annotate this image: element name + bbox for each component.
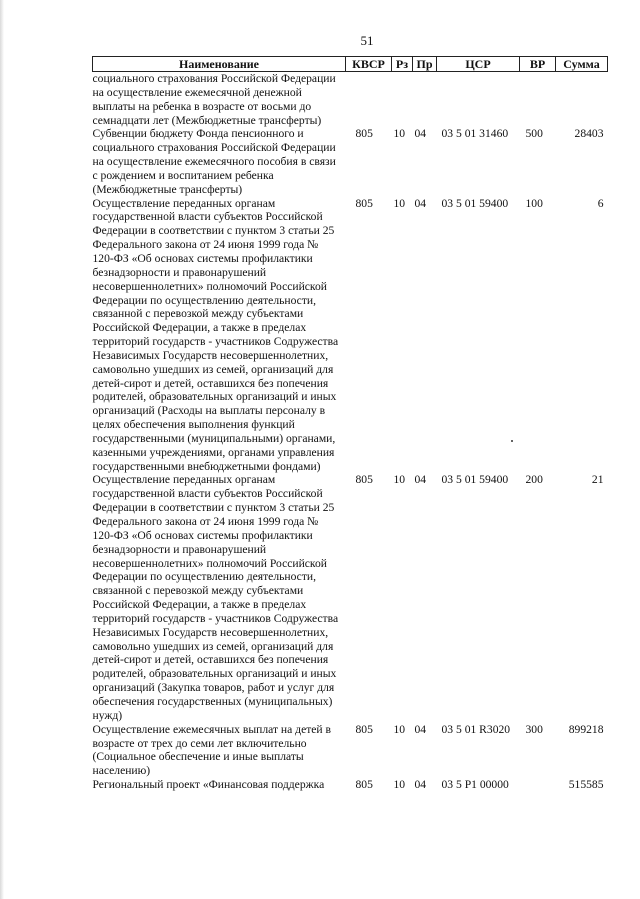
row-kvsr: 805 [355,127,373,141]
table-row [93,127,608,196]
row-csr: 03 5 01 59400 [441,196,509,210]
row-csr: 03 5 01 31460 [441,127,509,141]
row-rz: 10 [393,127,406,141]
row-sum: 899218 [568,722,604,736]
row-pr: 04 [414,778,427,792]
row-kvsr [346,72,392,128]
budget-table [92,56,608,792]
row-rz: 10 [393,722,406,736]
table-row [93,723,608,778]
row-name: Региональный проект «Финансовая поддержка [92,778,325,792]
scan-speck [511,440,513,442]
page-number: 51 [360,33,374,48]
row-csr: 03 5 P1 00000 [441,778,509,792]
row-vr: 500 [525,127,543,141]
row-pr [413,72,437,128]
row-pr: 04 [414,722,427,736]
row-sum [556,72,608,128]
row-vr: 100 [525,196,543,210]
row-pr: 04 [414,127,427,141]
row-kvsr: 805 [355,473,373,487]
header-sum: Сумма [556,57,608,72]
row-vr [520,72,556,128]
header-pr: Пр [413,57,437,72]
row-kvsr: 805 [355,722,373,736]
row-name: Осуществление переданных органам государственной власти субъектов Российской Федерации в соответствии с пунктом 3 статьи 25 Федерального закона от 24 июня 1999 года № 120-ФЗ «Об основах системы профилактики безнадзорности и правонарушений несовершеннолетних» полномочий Российской Федерации по осуществлению деятельности, связанной с перевозкой между субъектами Российской Федерации, а также в пределах территорий государств - участников Содружества Независимых Государств несовершеннолетних, самовольно ушедших из семей, организаций для детей-сирот и детей, оставшихся без попечения родителей, образовательных организаций и иных организаций (Закупка товаров, работ и услуг для обеспечения государственных (муниципальных) нужд) [92,473,339,722]
row-rz [392,72,413,128]
row-rz: 10 [393,778,406,792]
row-sum: 6 [597,196,604,210]
header-csr: ЦСР [437,57,520,72]
scan-edge [0,0,4,899]
row-pr: 04 [414,473,427,487]
table-row [93,778,608,792]
row-csr: 03 5 01 R3020 [441,722,511,736]
header-name: Наименование [93,57,346,72]
row-rz: 10 [393,196,406,210]
budget-table-container [92,56,607,792]
row-sum: 515585 [568,778,604,792]
table-header-row [93,57,608,72]
row-name: Осуществление ежемесячных выплат на детей в возрасте от трех до семи лет включительно (Социальное обеспечение и иные выплаты населению) [92,722,332,778]
row-name: Осуществление переданных органам государственной власти субъектов Российской Федерации в соответствии с пунктом 3 статьи 25 Федерального закона от 24 июня 1999 года № 120-ФЗ «Об основах системы профилактики безнадзорности и правонарушений несовершеннолетних» полномочий Российской Федерации по осуществлению деятельности, связанной с перевозкой между субъектами Российской Федерации, а также в пределах территорий государств - участников Содружества Независимых Государств несовершеннолетних, самовольно ушедших из семей, организаций для детей-сирот и детей, оставшихся без попечения родителей, образовательных организаций и иных организаций (Расходы на выплаты персоналу в целях обеспечения выполнения функций государственными (муниципальными) органами, казенными учреждениями, органами управления государственными внебюджетными фондами) [92,196,339,473]
table-row [93,197,608,474]
header-vr: ВР [520,57,556,72]
row-vr: 300 [525,722,543,736]
row-sum: 21 [591,473,604,487]
row-sum: 28403 [574,127,604,141]
header-kvsr: КВСР [346,57,392,72]
row-kvsr: 805 [355,778,373,792]
row-pr: 04 [414,196,427,210]
row-rz: 10 [393,473,406,487]
row-name: социального страхования Российской Федерации на осуществление ежемесячной денежной выплаты на ребенка в возрасте от восьми до семнадцати лет (Межбюджетные трансферты) [92,72,336,127]
row-csr [437,72,520,128]
row-vr [520,778,556,792]
row-vr: 200 [525,473,543,487]
row-name: Субвенции бюджету Фонда пенсионного и социального страхования Российской Федерации на осуществление ежемесячного пособия в связи с рождением и воспитанием ребенка (Межбюджетные трансферты) [92,127,336,196]
table-row [93,72,608,128]
row-csr: 03 5 01 59400 [441,473,509,487]
table-row [93,473,608,722]
row-kvsr: 805 [355,196,373,210]
header-rz: Рз [392,57,413,72]
